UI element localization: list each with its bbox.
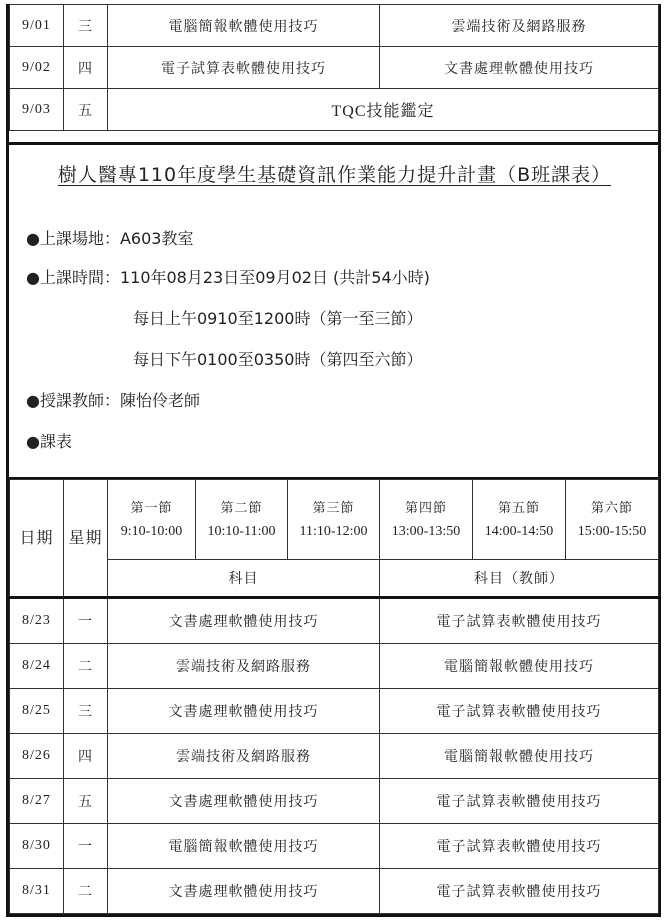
date-cell: 8/23 [10, 598, 64, 644]
period-header [566, 480, 659, 560]
date-cell: 8/31 [10, 869, 64, 914]
date-cell: 8/26 [10, 734, 64, 779]
date-cell: 9/01 [10, 5, 64, 47]
subject-label-row [10, 560, 659, 598]
afternoon-subject-label: 科目（教師） [380, 560, 659, 598]
afternoon-subject-cell: 電腦簡報軟體使用技巧 [380, 734, 659, 779]
page-title [0, 160, 669, 187]
date-cell: 8/30 [10, 824, 64, 869]
exam-cell: TQC技能鑑定 [108, 89, 659, 131]
period-time: 11:10-12:00 [299, 523, 368, 539]
period-name: 第六節 [590, 500, 633, 516]
venue-line: ●上課場地：A603教室 [26, 229, 194, 248]
table-row [10, 689, 659, 734]
morning-subject-cell: 雲端技術及網路服務 [108, 734, 380, 779]
period-header [380, 480, 473, 560]
weekday-cell: 五 [64, 89, 108, 131]
morning-subject-cell: 文書處理軟體使用技巧 [108, 598, 380, 644]
period-time: 13:00-13:50 [391, 523, 461, 539]
afternoon-subject-cell: 電腦簡報軟體使用技巧 [380, 644, 659, 689]
period-header [108, 480, 196, 560]
weekday-cell: 一 [64, 598, 108, 644]
weekday-cell: 四 [64, 734, 108, 779]
schedule-heading: ●課表 [26, 432, 72, 451]
date-cell: 9/02 [10, 47, 64, 89]
morning-subject-label: 科目 [108, 560, 380, 598]
afternoon-time-line: 每日下午0100至0350時（第四至六節） [133, 350, 423, 369]
schedule-table [9, 479, 659, 914]
morning-subject-cell: 電子試算表軟體使用技巧 [108, 47, 380, 89]
table-row [10, 779, 659, 824]
period-header [473, 480, 566, 560]
period-time: 9:10-10:00 [120, 523, 183, 539]
header-row [10, 480, 659, 560]
period-time: 14:00-14:50 [484, 523, 554, 539]
teacher-line: ●授課教師：陳怡伶老師 [26, 391, 200, 410]
time-line: ●上課時間：110年08月23日至09月02日 (共計54小時) [26, 268, 430, 287]
period-header [196, 480, 288, 560]
table-row [10, 644, 659, 689]
morning-subject-cell: 雲端技術及網路服務 [108, 644, 380, 689]
weekday-cell: 三 [64, 5, 108, 47]
period-name: 第一節 [130, 500, 173, 516]
weekday-cell: 二 [64, 644, 108, 689]
afternoon-subject-cell: 文書處理軟體使用技巧 [380, 47, 659, 89]
period-time: 15:00-15:50 [577, 523, 647, 539]
period-name: 第三節 [312, 500, 355, 516]
period-name: 第四節 [404, 500, 447, 516]
period-time: 10:10-11:00 [207, 523, 276, 539]
table-row [10, 869, 659, 914]
afternoon-subject-cell: 電子試算表軟體使用技巧 [380, 598, 659, 644]
weekday-cell: 三 [64, 689, 108, 734]
weekday-cell: 五 [64, 779, 108, 824]
table-row [10, 89, 659, 131]
period-name: 第五節 [497, 500, 540, 516]
afternoon-subject-cell: 電子試算表軟體使用技巧 [380, 779, 659, 824]
date-cell: 8/25 [10, 689, 64, 734]
weekday-cell: 四 [64, 47, 108, 89]
afternoon-subject-cell: 電子試算表軟體使用技巧 [380, 824, 659, 869]
period-header [288, 480, 380, 560]
table-row [10, 734, 659, 779]
morning-subject-cell: 文書處理軟體使用技巧 [108, 779, 380, 824]
morning-subject-cell: 文書處理軟體使用技巧 [108, 869, 380, 914]
table-row [10, 598, 659, 644]
afternoon-subject-cell: 電子試算表軟體使用技巧 [380, 689, 659, 734]
date-cell: 8/27 [10, 779, 64, 824]
morning-subject-cell: 電腦簡報軟體使用技巧 [108, 824, 380, 869]
afternoon-subject-cell: 電子試算表軟體使用技巧 [380, 869, 659, 914]
weekday-cell: 一 [64, 824, 108, 869]
section-divider [9, 142, 658, 145]
weekday-column-header: 星期 [64, 480, 108, 598]
previous-schedule-table [9, 4, 659, 131]
date-cell: 8/24 [10, 644, 64, 689]
date-cell: 9/03 [10, 89, 64, 131]
page-title-text: 樹人醫專110年度學生基礎資訊作業能力提升計畫（B班課表） [57, 164, 612, 186]
morning-time-line: 每日上午0910至1200時（第一至三節） [133, 309, 423, 328]
morning-subject-cell: 電腦簡報軟體使用技巧 [108, 5, 380, 47]
weekday-cell: 二 [64, 869, 108, 914]
afternoon-subject-cell: 雲端技術及網路服務 [380, 5, 659, 47]
table-row [10, 47, 659, 89]
table-row [10, 5, 659, 47]
period-name: 第二節 [220, 500, 263, 516]
table-row [10, 824, 659, 869]
morning-subject-cell: 文書處理軟體使用技巧 [108, 689, 380, 734]
date-column-header: 日期 [10, 480, 64, 598]
